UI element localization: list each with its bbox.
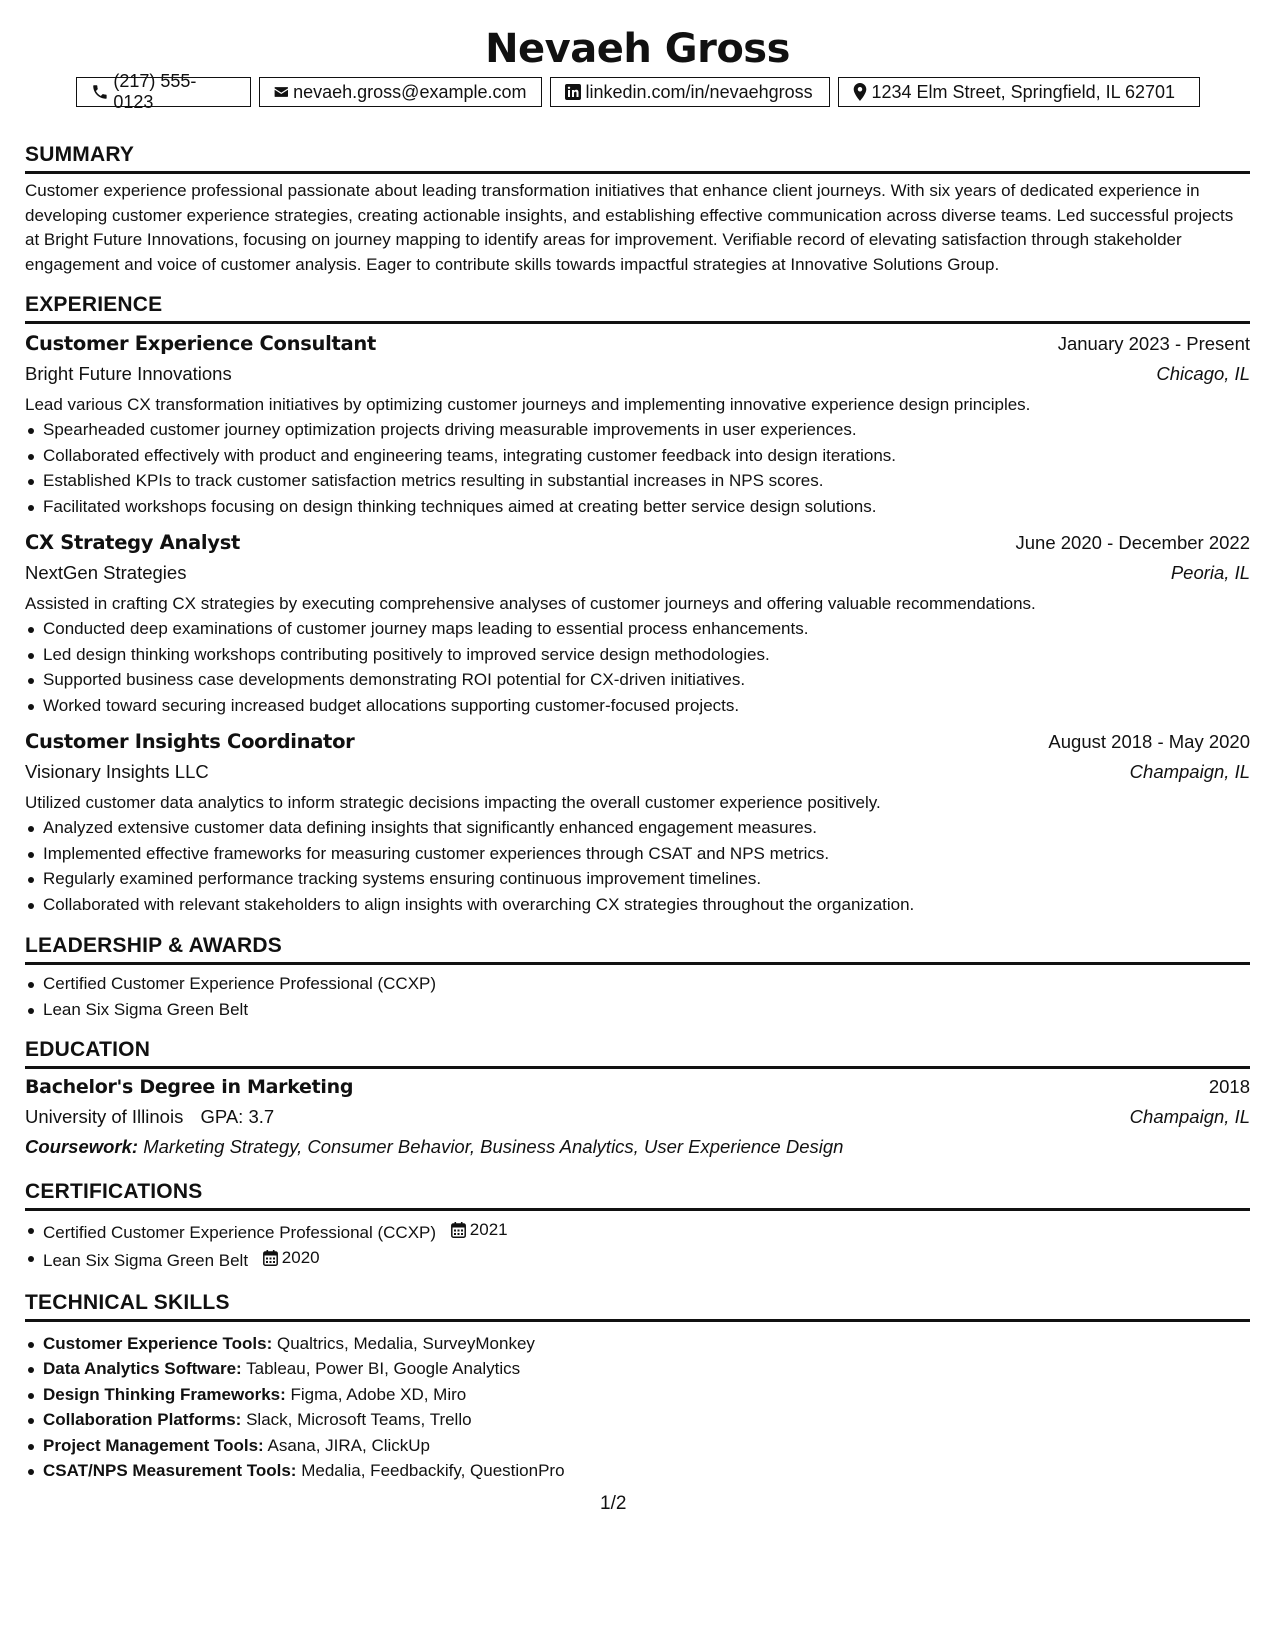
- job-dates: January 2023 - Present: [1057, 333, 1250, 354]
- list-item: Collaborated effectively with product and engineering teams, integrating customer feedback into design iterations.: [25, 443, 1250, 469]
- edu-degree: Bachelor's Degree in Marketing: [25, 1076, 354, 1098]
- section-title-education: EDUCATION: [25, 1038, 1250, 1069]
- education-section: [25, 1038, 1250, 1162]
- job-location: Chicago, IL: [1156, 363, 1250, 384]
- list-item: [25, 1356, 1250, 1382]
- list-item: [25, 1433, 1250, 1459]
- skill-values: Slack, Microsoft Teams, Trello: [246, 1410, 472, 1429]
- list-item: [25, 1331, 1250, 1357]
- list-item: [25, 1245, 1250, 1273]
- job-title: CX Strategy Analyst: [25, 531, 241, 554]
- job-dates: August 2018 - May 2020: [1048, 731, 1250, 752]
- job-entry: [25, 528, 1250, 718]
- list-item: Regularly examined performance tracking systems ensuring continuous improvement timelines.: [25, 866, 1250, 892]
- contact-address: [838, 77, 1200, 107]
- list-item: Facilitated workshops focusing on design thinking techniques aimed at creating better service design solutions.: [25, 494, 1250, 520]
- section-title-skills: TECHNICAL SKILLS: [25, 1291, 1250, 1322]
- edu-year: 2018: [1208, 1076, 1250, 1097]
- job-entry: [25, 329, 1250, 519]
- job-title: Customer Insights Coordinator: [25, 730, 355, 753]
- edu-school: University of Illinois: [25, 1106, 184, 1127]
- address-text: 1234 Elm Street, Springfield, IL 62701: [871, 81, 1176, 102]
- list-item: Established KPIs to track customer satisfaction metrics resulting in substantial increases in NPS scores.: [25, 468, 1250, 494]
- job-title: Customer Experience Consultant: [25, 332, 376, 355]
- page-number: 1/2: [600, 1493, 627, 1514]
- list-item: Lean Six Sigma Green Belt: [25, 997, 1250, 1023]
- certifications-section: [25, 1180, 1250, 1274]
- job-description: Lead various CX transformation initiatives by optimizing customer journeys and implementing innovative experience design principles.: [25, 395, 1031, 414]
- phone-text: (217) 555-0123: [113, 71, 197, 112]
- email-link[interactable]: nevaeh.gross@example.com: [293, 81, 527, 102]
- cert-year: 2020: [281, 1248, 320, 1268]
- skill-category: Design Thinking Frameworks:: [43, 1384, 286, 1404]
- envelope-icon: [274, 84, 289, 100]
- candidate-name: Nevaeh Gross: [485, 26, 790, 72]
- skill-values: Asana, JIRA, ClickUp: [267, 1435, 431, 1455]
- skill-category: CSAT/NPS Measurement Tools:: [43, 1461, 297, 1480]
- skills-section: [25, 1291, 1250, 1484]
- linkedin-icon: [565, 84, 581, 100]
- job-company: NextGen Strategies: [25, 562, 187, 583]
- job-description: Assisted in crafting CX strategies by executing comprehensive analyses of customer journeys and offering valuable recommendations.: [25, 594, 1036, 613]
- list-item: Analyzed extensive customer data defining insights that significantly enhanced engagement measures.: [25, 815, 1250, 841]
- leadership-list: [25, 971, 1250, 1022]
- section-title-leadership: LEADERSHIP & AWARDS: [25, 934, 1250, 965]
- map-marker-icon: [853, 83, 867, 101]
- list-item: Implemented effective frameworks for measuring customer experiences through CSAT and NPS metrics.: [25, 841, 1250, 867]
- contact-phone: [76, 71, 251, 112]
- list-item: [25, 1458, 1250, 1484]
- list-item: Conducted deep examinations of customer journey maps leading to essential process enhancements.: [25, 616, 1250, 642]
- skill-category: Collaboration Platforms:: [43, 1410, 242, 1429]
- coursework-list: Marketing Strategy, Consumer Behavior, Business Analytics, User Experience Design: [143, 1136, 844, 1157]
- job-dates: June 2020 - December 2022: [1015, 532, 1250, 553]
- list-item: Certified Customer Experience Professional (CCXP): [25, 971, 1250, 997]
- skill-category: Project Management Tools:: [43, 1435, 264, 1455]
- contact-bar: [25, 71, 1250, 112]
- list-item: [25, 1407, 1250, 1433]
- phone-icon: [91, 83, 109, 101]
- experience-section: [25, 293, 1250, 917]
- cert-year: 2021: [469, 1220, 508, 1239]
- resume-page: [25, 0, 1250, 1650]
- skill-values: Medalia, Feedbackify, QuestionPro: [301, 1461, 565, 1480]
- cert-name: Certified Customer Experience Professional (CCXP): [43, 1222, 437, 1242]
- job-entry: [25, 727, 1250, 917]
- edu-coursework: [25, 1132, 1250, 1162]
- skill-category: Customer Experience Tools:: [43, 1333, 273, 1353]
- cert-name: Lean Six Sigma Green Belt: [43, 1251, 249, 1270]
- job-bullets: [25, 815, 1250, 917]
- job-location: Peoria, IL: [1170, 562, 1250, 583]
- calendar-icon: [451, 1222, 466, 1238]
- skill-category: Data Analytics Software:: [43, 1359, 242, 1378]
- skill-values: Tableau, Power BI, Google Analytics: [246, 1359, 521, 1378]
- summary-section: [25, 143, 1250, 277]
- job-bullets: [25, 616, 1250, 718]
- job-location: Champaign, IL: [1129, 761, 1250, 782]
- list-item: Worked toward securing increased budget allocations supporting customer-focused projects.: [25, 693, 1250, 719]
- certifications-list: [25, 1217, 1250, 1274]
- skills-list: [25, 1331, 1250, 1484]
- calendar-icon: [263, 1250, 278, 1266]
- section-title-summary: SUMMARY: [25, 143, 1250, 174]
- summary-text: Customer experience professional passionate about leading transformation initiatives that enhance client journeys. With six years of dedicated experience in developing customer experience strategies, creating actionable insights, and establishing effective communication across diverse teams. Led successful projects at Bright Future Innovations, focusing on journey mapping to identify areas for improvement. Verifiable record of elevating satisfaction through stakeholder engagement and voice of customer analysis. Eager to contribute skills towards impactful strategies at Innovative Solutions Group.: [25, 181, 1234, 274]
- list-item: Spearheaded customer journey optimization projects driving measurable improvements in user experiences.: [25, 417, 1250, 443]
- job-bullets: [25, 417, 1250, 519]
- list-item: Led design thinking workshops contributing positively to improved service design methodologies.: [25, 642, 1250, 668]
- job-company: Visionary Insights LLC: [25, 761, 209, 782]
- section-title-certifications: CERTIFICATIONS: [25, 1180, 1250, 1211]
- section-title-experience: EXPERIENCE: [25, 293, 1250, 324]
- job-description: Utilized customer data analytics to inform strategic decisions impacting the overall customer experience positively.: [25, 793, 881, 812]
- list-item: [25, 1217, 1250, 1245]
- edu-location: Champaign, IL: [1129, 1106, 1250, 1127]
- edu-gpa: GPA: 3.7: [200, 1106, 275, 1127]
- skill-values: Qualtrics, Medalia, SurveyMonkey: [276, 1333, 535, 1353]
- list-item: Collaborated with relevant stakeholders to align insights with overarching CX strategies throughout the organization.: [25, 892, 1250, 918]
- skill-values: Figma, Adobe XD, Miro: [290, 1384, 467, 1404]
- list-item: Supported business case developments demonstrating ROI potential for CX-driven initiatives.: [25, 667, 1250, 693]
- job-company: Bright Future Innovations: [25, 363, 232, 384]
- contact-email[interactable]: [259, 77, 542, 107]
- coursework-label: Coursework:: [25, 1136, 139, 1157]
- contact-linkedin[interactable]: [550, 77, 830, 107]
- list-item: [25, 1382, 1250, 1408]
- linkedin-link[interactable]: linkedin.com/in/nevaehgross: [585, 81, 813, 102]
- leadership-section: [25, 934, 1250, 1022]
